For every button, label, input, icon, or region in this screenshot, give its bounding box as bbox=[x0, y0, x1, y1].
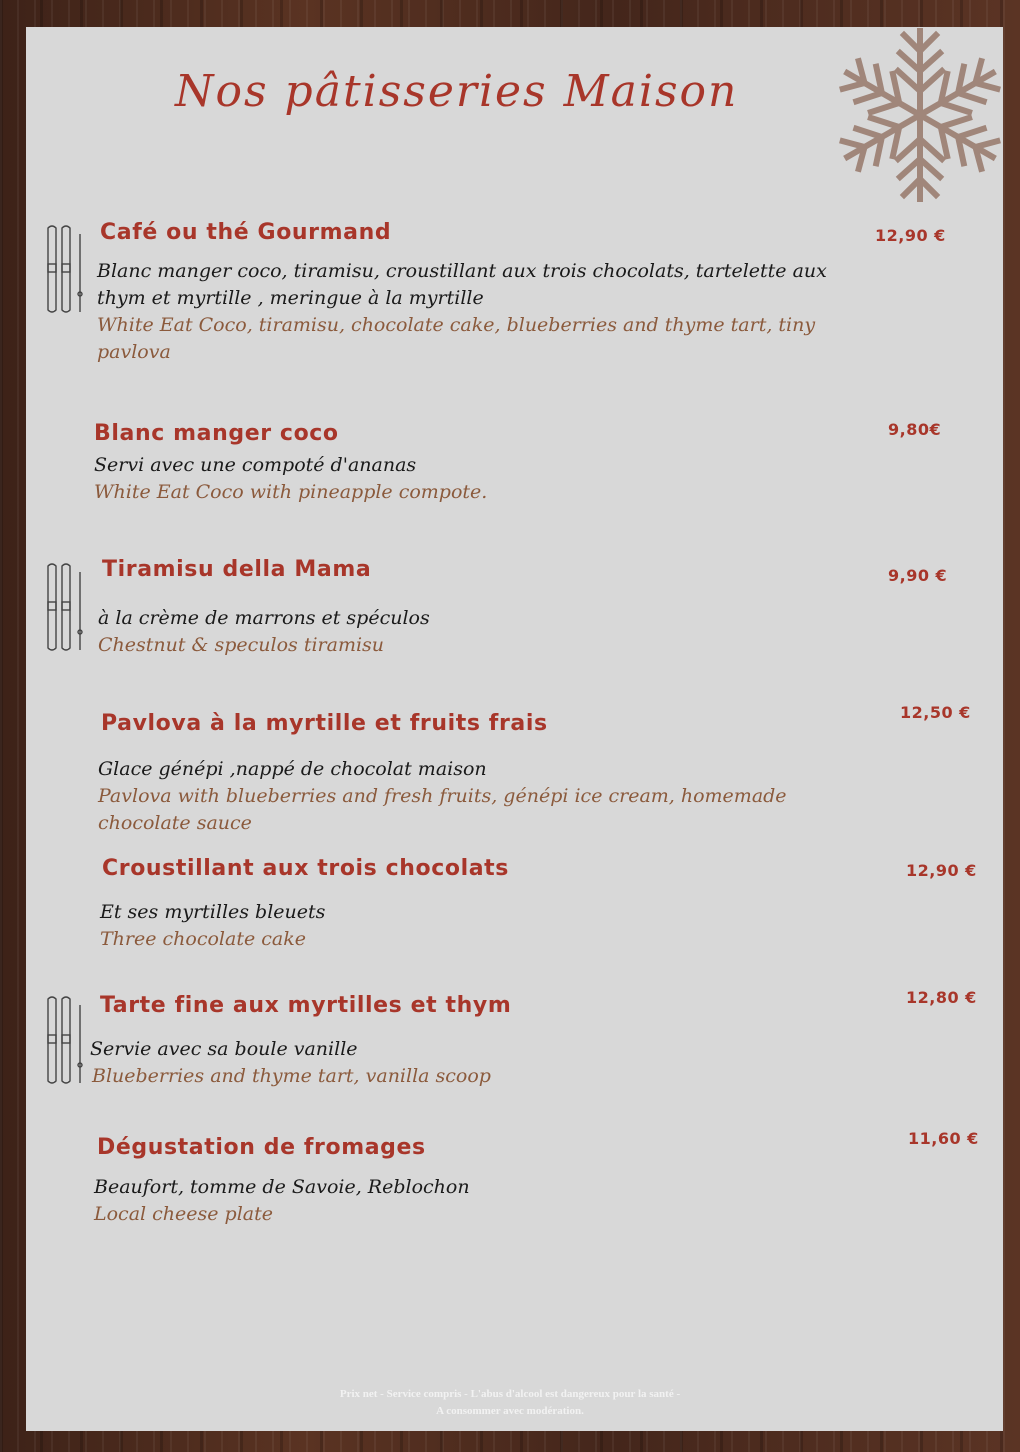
item-price: 12,90 € bbox=[875, 226, 946, 245]
page-title: Nos pâtisseries Maison bbox=[175, 66, 739, 117]
item-description-en: White Eat Coco with pineapple compote. bbox=[94, 481, 488, 503]
item-price: 9,80€ bbox=[888, 420, 942, 439]
footer-notice bbox=[0, 1386, 1020, 1420]
item-description-fr: Beaufort, tomme de Savoie, Reblochon bbox=[94, 1176, 470, 1198]
item-description-en: Pavlova with blueberries and fresh fruits, génépi ice cream, homemade chocolate sauce bbox=[98, 785, 787, 834]
item-name: Croustillant aux trois chocolats bbox=[102, 856, 509, 881]
footer-line: A consommer avec modération. bbox=[436, 1405, 584, 1417]
item-price: 12,50 € bbox=[900, 703, 971, 722]
item-description-fr: à la crème de marrons et spéculos bbox=[98, 607, 430, 629]
item-name: Tarte fine aux myrtilles et thym bbox=[100, 993, 512, 1018]
skis-icon bbox=[44, 562, 86, 654]
footer-line: Prix net - Service compris - L'abus d'alcool est dangereux pour la santé - bbox=[339, 1388, 681, 1400]
item-description-fr: Servi avec une compoté d'ananas bbox=[94, 454, 417, 476]
item-description-en: Local cheese plate bbox=[94, 1203, 273, 1225]
item-description-fr: Blanc manger coco, tiramisu, croustillant aux trois chocolats, tartelette aux thym et myrtille , meringue à la myrtille bbox=[97, 260, 827, 309]
item-price: 12,80 € bbox=[906, 988, 977, 1007]
item-name: Pavlova à la myrtille et fruits frais bbox=[101, 711, 548, 736]
item-name: Blanc manger coco bbox=[94, 421, 339, 446]
item-description-en: Three chocolate cake bbox=[100, 928, 306, 950]
skis-icon bbox=[44, 224, 86, 316]
snowflake-icon bbox=[828, 22, 1008, 208]
item-description-fr: Glace génépi ,nappé de chocolat maison bbox=[98, 758, 487, 780]
item-price: 9,90 € bbox=[888, 566, 948, 585]
item-description-en: White Eat Coco, tiramisu, chocolate cake, blueberries and thyme tart, tiny pavlova bbox=[97, 314, 816, 363]
item-description-en: Chestnut & speculos tiramisu bbox=[98, 634, 385, 656]
item-description-fr: Servie avec sa boule vanille bbox=[90, 1038, 358, 1060]
item-price: 11,60 € bbox=[908, 1129, 979, 1148]
item-name: Tiramisu della Mama bbox=[102, 557, 372, 582]
item-name: Dégustation de fromages bbox=[97, 1135, 426, 1160]
item-name: Café ou thé Gourmand bbox=[100, 220, 392, 245]
item-price: 12,90 € bbox=[906, 861, 977, 880]
skis-icon bbox=[44, 995, 86, 1087]
item-description-fr: Et ses myrtilles bleuets bbox=[100, 901, 326, 923]
item-description-en: Blueberries and thyme tart, vanilla scoop bbox=[92, 1065, 491, 1087]
